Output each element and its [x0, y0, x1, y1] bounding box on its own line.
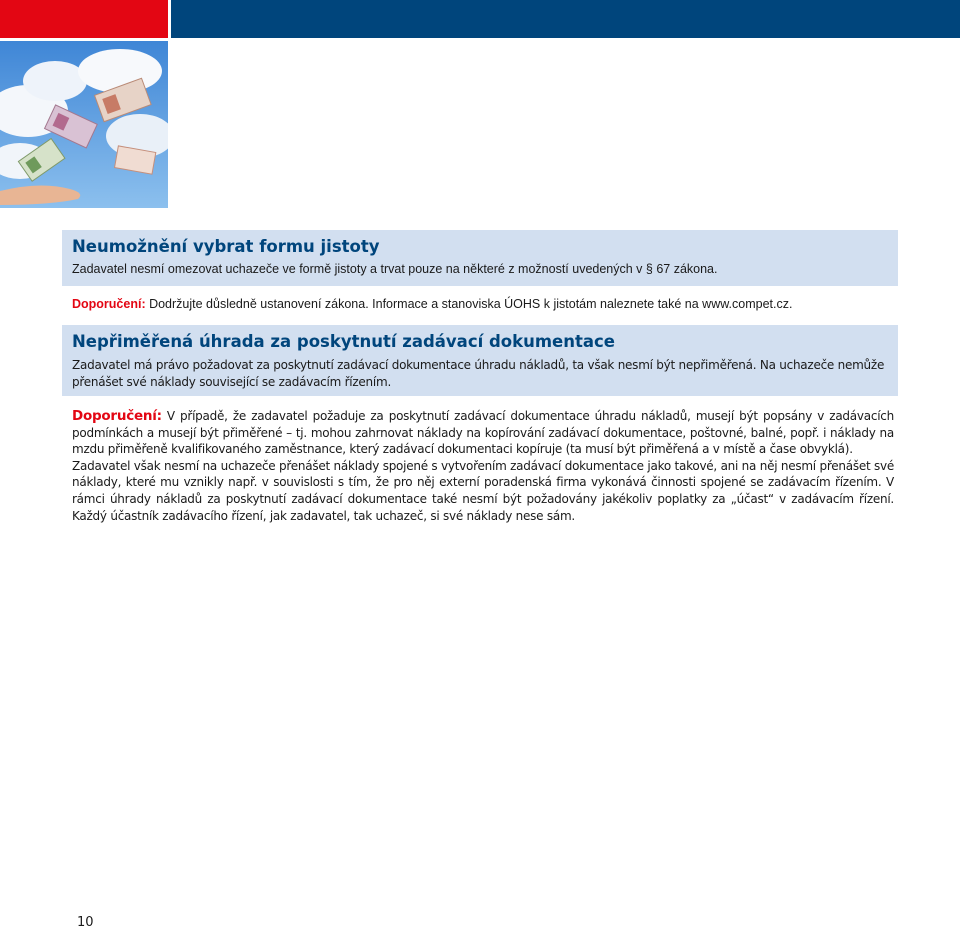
- section-heading-fee: Nepřiměřená úhrada za poskytnutí zadávací dokumentace: [72, 332, 615, 351]
- money-flying-from-hand-photo: [0, 41, 168, 208]
- recommendation-fee: [72, 408, 894, 524]
- section-fee-box: [62, 325, 898, 396]
- recommendation-text: Dodržujte důsledně ustanovení zákona. Informace a stanoviska ÚOHS k jistotám naleznete také na www.compet.cz.: [145, 297, 793, 311]
- page-number: 10: [77, 915, 94, 930]
- recommendation-paragraph-1: [72, 408, 894, 458]
- section-text-fee: Zadavatel má právo požadovat za poskytnutí zadávací dokumentace úhradu nákladů, ta však nesmí být nepřiměřená. Na uchazeče nemůže přenášet své náklady související se zadávacím řízením.: [72, 358, 885, 389]
- recommendation-label: Doporučení:: [72, 297, 146, 311]
- recommendation-label: Doporučení:: [72, 408, 162, 424]
- section-text-guarantee: Zadavatel nesmí omezovat uchazeče ve formě jistoty a trvat pouze na některé z možností uvedených v § 67 zákona.: [72, 262, 718, 276]
- header-blue-bar: [171, 0, 960, 38]
- recommendation-text: V případě, že zadavatel požaduje za poskytnutí zadávací dokumentace úhradu nákladů, musejí být popsány v zadávacích podmínkách a musejí být přiměřené – tj. mohou zahrnovat náklady na kopírování zadávací dokumentace, poštovné, balné, popř. i náklady na mzdu přiměřeně kvalifikovaného zaměstnance, který zadávací dokumentaci kopíruje (ta musí být přiměřená a v místě a čase obvyklá).: [72, 409, 894, 457]
- section-guarantee-box: [62, 230, 898, 286]
- recommendation-paragraph-2: Zadavatel však nesmí na uchazeče přenášet náklady spojené s vytvořením zadávací dokumentace jako takové, ani na něj nesmí přenášet své náklady, které mu vznikly např. v souvislosti s tím, že pro něj externí poradenská firma vykonává činnosti spojené se zadávacím řízením. V rámci úhrady nákladů za poskytnutí zadávací dokumentace také nesmí být požadovány jakékoliv poplatky za „účast“ v zadávacím řízení. Každý účastník zadávacího řízení, jak zadavatel, tak uchazeč, si své náklady nese sám.: [72, 458, 894, 523]
- header-red-bar: [0, 0, 168, 38]
- section-heading-guarantee: Neumožnění vybrat formu jistoty: [72, 237, 380, 256]
- recommendation-guarantee: [72, 296, 902, 313]
